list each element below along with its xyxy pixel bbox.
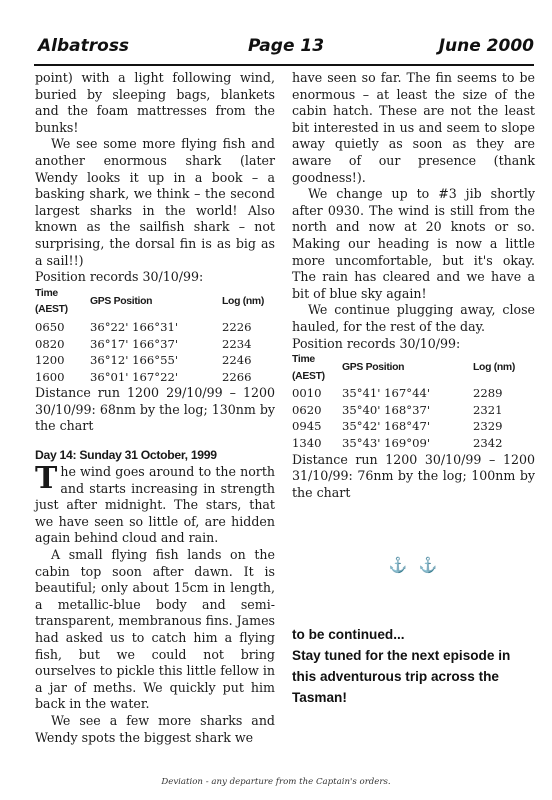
drop-cap: T xyxy=(35,461,58,497)
table-cell: 0650 xyxy=(35,319,65,334)
table-row xyxy=(292,418,533,435)
table-cell: 36°01' 167°22' xyxy=(90,369,179,384)
table-cell: 2266 xyxy=(222,369,252,384)
table-cell: 2246 xyxy=(222,353,252,368)
table-cell: 1600 xyxy=(35,369,65,384)
table-cell: 0620 xyxy=(292,402,322,417)
table-cell: 0820 xyxy=(35,336,65,351)
paragraph: We continue plugging away, close hauled, for the rest of the day. xyxy=(292,302,535,334)
table-row xyxy=(35,352,274,369)
paragraph: We change up to #3 jib shortly after 0930. The wind is still from the north and now at 20 knots or so. Making our heading is now a little more uncomfortable, but it's okay. The rain has cleared and we have a bit of blue sky again! xyxy=(292,186,535,301)
paragraph: point) with a light following wind, buried by sleeping bags, blankets and the foam mattresses from the bunks! xyxy=(35,70,275,135)
table-cell: 35°41' 167°44' xyxy=(342,386,431,401)
distance-run-note: Distance run 1200 29/10/99 – 1200 30/10/99: 68nm by the log; 130nm by the chart xyxy=(35,385,275,434)
table-cell: 1200 xyxy=(35,353,65,368)
table-header-row xyxy=(35,286,274,319)
column-header: Time (AEST) xyxy=(35,287,68,316)
position-records-label: Position records 30/10/99: xyxy=(35,269,204,285)
position-records-label: Position records 30/10/99: xyxy=(292,335,461,351)
anchor-icon: ⚓ ⚓ xyxy=(388,556,441,574)
position-table xyxy=(292,352,533,452)
table-cell: 36°12' 166°55' xyxy=(90,353,179,368)
issue-date: June 2000 xyxy=(438,36,534,56)
day-heading: Day 14: Sunday 31 October, 1999 xyxy=(35,448,217,463)
table-cell: 35°43' 169°09' xyxy=(342,436,431,451)
column-header: Log (nm) xyxy=(222,296,265,308)
paragraph xyxy=(35,461,275,547)
table-cell: 2234 xyxy=(222,336,252,351)
table-cell: 2329 xyxy=(473,419,503,434)
column-header: GPS Position xyxy=(90,296,153,308)
page-header xyxy=(38,34,534,62)
header-rule xyxy=(34,64,534,66)
table-row xyxy=(35,369,274,386)
table-cell: 0010 xyxy=(292,386,322,401)
page-number: Page 13 xyxy=(247,36,325,56)
table-row xyxy=(292,402,533,419)
paragraph: A small flying fish lands on the cabin top soon after dawn. It is beautiful; only about 15cm in length, a metallic-blue body and semi-transparent, membranous fins. James had asked us to catch him a flying fish, but we could not bring ourselves to pickle this little fellow in a jar of meths. We quickly put him back in the water. xyxy=(35,547,275,712)
position-table xyxy=(35,286,274,386)
table-cell: 35°40' 168°37' xyxy=(342,402,431,417)
table-row xyxy=(292,435,533,452)
table-header-row xyxy=(292,352,533,385)
table-cell: 2289 xyxy=(473,386,503,401)
table-cell: 1340 xyxy=(292,436,322,451)
publication-title: Albatross xyxy=(38,36,130,56)
continued-title: to be continued... xyxy=(292,627,405,642)
page-footer: Deviation - any departure from the Captain's orders. xyxy=(161,777,391,787)
table-cell: 2342 xyxy=(473,436,503,451)
table-cell: 2226 xyxy=(222,319,252,334)
paragraph: We see some more flying fish and another enormous shark (later Wendy looks it up in a book – a basking shark, we think – the second largest sharks in the world! Also known as the sailfish shark – not surprising, the dorsal fin is as big as a sail!!) xyxy=(35,136,275,268)
paragraph: We see a few more sharks and Wendy spots the biggest shark we xyxy=(35,712,275,745)
continued-message: Stay tuned for the next episode in this adventurous trip across the Tasman! xyxy=(292,648,511,705)
column-header: GPS Position xyxy=(342,362,405,374)
right-column xyxy=(292,70,535,501)
table-cell: 2321 xyxy=(473,402,503,417)
paragraph-text: he wind goes around to the north and starts increasing in strength just after midnight. The stars, that we have seen so little of, are hidden again behind cloud and rain. xyxy=(35,464,275,546)
distance-run-note: Distance run 1200 30/10/99 – 1200 31/10/99: 76nm by the log; 100nm by the chart xyxy=(292,451,535,500)
column-header: Log (nm) xyxy=(473,362,516,374)
table-cell: 35°42' 168°47' xyxy=(342,419,431,434)
table-row xyxy=(292,385,533,402)
left-column xyxy=(35,70,275,746)
table-cell: 36°17' 166°37' xyxy=(90,336,179,351)
column-header: Time (AEST) xyxy=(292,354,325,382)
continued-notice xyxy=(292,624,537,708)
table-row xyxy=(35,336,274,353)
paragraph: have seen so far. The fin seems to be enormous – at least the size of the cabin hatch. These are not the least bit interested in us and seem to slope away quietly as soon as they are aware of our presence (thank goodness!). xyxy=(292,70,535,185)
table-row xyxy=(35,319,274,336)
table-cell: 0945 xyxy=(292,419,322,434)
table-cell: 36°22' 166°31' xyxy=(90,319,179,334)
